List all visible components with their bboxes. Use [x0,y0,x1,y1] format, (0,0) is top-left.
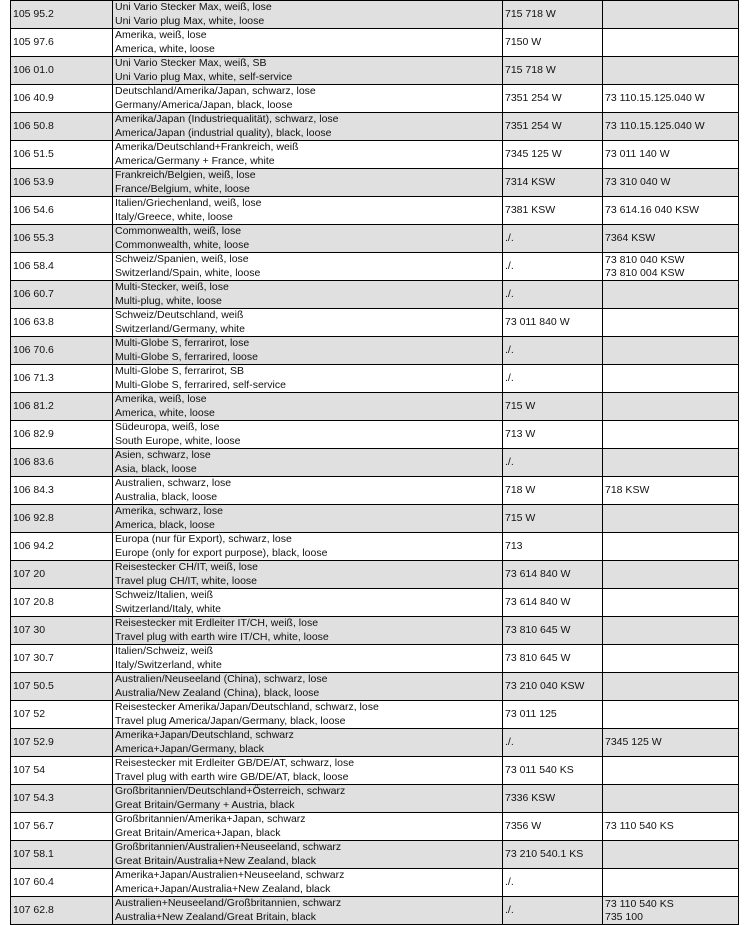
table-row [11,281,739,309]
table-row [11,589,739,617]
table-row [11,85,739,113]
description-cell [113,337,503,365]
description-cell [113,281,503,309]
description-german: Asien, schwarz, lose [115,449,211,461]
type-code-cell: 73 614 840 W [503,589,603,617]
description-english: Uni Vario plug Max, white, self-service [115,70,293,83]
table-row [11,505,739,533]
alternate-code-cell [603,169,739,197]
type-code-cell: 718 W [503,477,603,505]
description-english: Multi-Globe S, ferrarired, self-service [115,378,286,391]
description-english: Multi-Globe S, ferrarired, loose [115,350,258,363]
table-row [11,421,739,449]
description-english: Great Britain/Australia+New Zealand, black [115,854,317,867]
article-number-cell: 106 70.6 [11,337,113,365]
description-german: Commonwealth, weiß, lose [115,225,242,237]
description-english: France/Belgium, white, loose [115,182,250,195]
description-german: Schweiz/Italien, weiß [115,589,214,601]
type-code-cell: 715 W [503,505,603,533]
type-code-cell: 73 210 040 KSW [503,673,603,701]
table-row [11,113,739,141]
alternate-code-cell [603,197,739,225]
description-german: Italien/Griechenland, weiß, lose [115,197,262,209]
table-row [11,29,739,57]
article-number-cell: 107 58.1 [11,841,113,869]
description-german: Amerika, weiß, lose [115,393,207,405]
table-row [11,841,739,869]
type-code-cell: 715 W [503,393,603,421]
type-code-cell: ./. [503,729,603,757]
alternate-code: 735 100 [605,910,643,923]
description-german: Uni Vario Stecker Max, weiß, lose [115,1,272,13]
article-number-cell: 106 82.9 [11,421,113,449]
type-code-cell: 73 810 645 W [503,617,603,645]
alternate-code-cell [603,505,739,533]
alternate-code-cell [603,393,739,421]
article-number-cell: 106 60.7 [11,281,113,309]
description-english: Switzerland/Germany, white [115,322,245,335]
description-german: Reisestecker mit Erdleiter IT/CH, weiß, lose [115,617,319,629]
description-cell [113,365,503,393]
description-german: Amerika, schwarz, lose [115,505,223,517]
alternate-code: 73 110.15.125.040 W [605,120,705,132]
table-row [11,729,739,757]
description-german: Südeuropa, weiß, lose [115,421,220,433]
alternate-code-cell [603,813,739,841]
alternate-code-cell [603,757,739,785]
alternate-code-cell [603,533,739,561]
description-cell [113,309,503,337]
description-english: Travel plug CH/IT, white, loose [115,574,258,587]
alternate-code-cell [603,141,739,169]
alternate-code: 73 011 140 W [605,148,670,160]
type-code-cell: 7150 W [503,29,603,57]
type-code-cell: 7314 KSW [503,169,603,197]
type-code-cell: 7336 KSW [503,785,603,813]
alternate-code-cell [603,253,739,281]
article-number-cell: 106 81.2 [11,393,113,421]
type-code-cell: 7345 125 W [503,141,603,169]
description-english: Switzerland/Italy, white [115,602,222,615]
alternate-code-cell [603,225,739,253]
alternate-code-cell [603,85,739,113]
description-cell [113,57,503,85]
description-german: Multi-Globe S, ferrarirot, lose [115,337,250,349]
alternate-code: 7345 125 W [605,736,662,748]
alternate-code-cell [603,1,739,29]
type-code-cell: ./. [503,869,603,897]
alternate-code-cell [603,337,739,365]
type-code-cell: ./. [503,337,603,365]
article-number-cell: 106 53.9 [11,169,113,197]
description-cell [113,449,503,477]
description-german: Australien, schwarz, lose [115,477,232,489]
description-cell [113,813,503,841]
description-english: America/Germany + France, white [115,154,275,167]
alternate-code-cell [603,281,739,309]
description-cell [113,757,503,785]
table-row [11,617,739,645]
table-row [11,141,739,169]
description-english: Switzerland/Spain, white, loose [115,266,261,279]
description-german: Amerika+Japan/Deutschland, schwarz [115,729,294,741]
description-german: Australien/Neuseeland (China), schwarz, lose [115,673,328,685]
table-row [11,477,739,505]
type-code-cell: 713 [503,533,603,561]
article-number-cell: 107 30.7 [11,645,113,673]
alternate-code-cell [603,449,739,477]
article-number-cell: 106 51.5 [11,141,113,169]
type-code-cell: ./. [503,897,603,925]
alternate-code-cell [603,617,739,645]
article-table-body [11,1,739,925]
article-number-cell: 107 52.9 [11,729,113,757]
alternate-code-cell [603,841,739,869]
description-cell [113,29,503,57]
description-german: Großbritannien/Amerika+Japan, schwarz [115,813,306,825]
description-cell [113,673,503,701]
article-number-cell: 106 63.8 [11,309,113,337]
type-code-cell: 715 718 W [503,57,603,85]
alternate-code-cell [603,309,739,337]
description-english: America, white, loose [115,406,215,419]
table-row [11,813,739,841]
alternate-code-cell [603,869,739,897]
alternate-code-cell [603,113,739,141]
article-number-cell: 106 71.3 [11,365,113,393]
description-cell [113,617,503,645]
table-row [11,57,739,85]
table-row [11,197,739,225]
alternate-code-cell [603,477,739,505]
article-number-cell: 107 30 [11,617,113,645]
article-number-cell: 105 95.2 [11,1,113,29]
article-number-cell: 107 20.8 [11,589,113,617]
article-number-cell: 106 94.2 [11,533,113,561]
description-english: Australia/New Zealand (China), black, loose [115,686,320,699]
alternate-code: 7364 KSW [605,232,656,244]
type-code-cell: 7351 254 W [503,113,603,141]
description-cell [113,505,503,533]
table-row [11,225,739,253]
table-row [11,785,739,813]
description-english: Europe (only for export purpose), black, loose [115,546,328,559]
alternate-code-cell [603,897,739,925]
article-table [10,0,739,925]
alternate-code: 73 110.15.125.040 W [605,92,705,104]
article-number-cell: 106 01.0 [11,57,113,85]
article-number-cell: 107 52 [11,701,113,729]
article-number-cell: 106 40.9 [11,85,113,113]
alternate-code: 73 110 540 KS [605,897,674,910]
description-german: Großbritannien/Deutschland+Österreich, schwarz [115,785,346,797]
description-cell [113,141,503,169]
article-number-cell: 107 20 [11,561,113,589]
type-code-cell: 73 210 540.1 KS [503,841,603,869]
description-cell [113,1,503,29]
article-number-cell: 106 83.6 [11,449,113,477]
article-number-cell: 106 50.8 [11,113,113,141]
type-code-cell: 73 011 840 W [503,309,603,337]
alternate-code-cell [603,701,739,729]
description-english: Australia, black, loose [115,490,218,503]
description-german: Europa (nur für Export), schwarz, lose [115,533,292,545]
type-code-cell: 713 W [503,421,603,449]
description-german: Italien/Schweiz, weiß [115,645,214,657]
article-number-cell: 106 58.4 [11,253,113,281]
description-cell [113,421,503,449]
description-cell [113,561,503,589]
type-code-cell: 7356 W [503,813,603,841]
table-row [11,561,739,589]
alternate-code-cell [603,561,739,589]
description-cell [113,729,503,757]
article-number-cell: 107 54 [11,757,113,785]
alternate-code-cell [603,365,739,393]
table-row [11,533,739,561]
article-number-cell: 106 84.3 [11,477,113,505]
alternate-code: 73 614.16 040 KSW [605,204,699,216]
alternate-code-cell [603,29,739,57]
type-code-cell: 73 011 125 [503,701,603,729]
alternate-code: 73 310 040 W [605,176,671,188]
description-german: Amerika+Japan/Australien+Neuseeland, schwarz [115,869,345,881]
description-english: America/Japan (industrial quality), black, loose [115,126,332,139]
description-cell [113,785,503,813]
description-english: Great Britain/Germany + Austria, black [115,798,295,811]
description-english: Australia+New Zealand/Great Britain, black [115,910,317,923]
description-english: Italy/Switzerland, white [115,658,222,671]
table-row [11,897,739,925]
description-german: Australien+Neuseeland/Großbritannien, schwarz [115,897,342,909]
table-row [11,169,739,197]
description-german: Amerika/Japan (Industriequalität), schwarz, lose [115,113,339,125]
type-code-cell: 715 718 W [503,1,603,29]
alternate-code-cell [603,421,739,449]
type-code-cell: 7381 KSW [503,197,603,225]
article-number-cell: 107 54.3 [11,785,113,813]
table-row [11,393,739,421]
table-row [11,337,739,365]
description-german: Frankreich/Belgien, weiß, lose [115,169,256,181]
alternate-code-cell [603,785,739,813]
description-cell [113,113,503,141]
article-number-cell: 107 50.5 [11,673,113,701]
description-german: Reisestecker CH/IT, weiß, lose [115,561,258,573]
description-cell [113,477,503,505]
alternate-code: 73 810 004 KSW [605,266,685,279]
description-cell [113,197,503,225]
table-row [11,673,739,701]
table-row [11,253,739,281]
article-number-cell: 106 54.6 [11,197,113,225]
article-number-cell: 107 56.7 [11,813,113,841]
description-german: Multi-Globe S, ferrarirot, SB [115,365,244,377]
description-cell [113,225,503,253]
type-code-cell: ./. [503,225,603,253]
description-german: Schweiz/Deutschland, weiß [115,309,244,321]
description-english: America, black, loose [115,518,215,531]
description-english: Travel plug with earth wire IT/CH, white, loose [115,630,329,643]
description-german: Großbritannien/Australien+Neuseeland, schwarz [115,841,342,853]
article-number-cell: 105 97.6 [11,29,113,57]
description-english: Asia, black, loose [115,462,197,475]
type-code-cell: ./. [503,365,603,393]
description-english: America+Japan/Germany, black [115,742,264,755]
description-cell [113,85,503,113]
description-english: America+Japan/Australia+New Zealand, black [115,882,331,895]
alternate-code: 718 KSW [605,484,650,496]
alternate-code-cell [603,729,739,757]
description-english: Italy/Greece, white, loose [115,210,233,223]
alternate-code-cell [603,645,739,673]
article-number-cell: 107 62.8 [11,897,113,925]
table-row [11,449,739,477]
description-german: Amerika/Deutschland+Frankreich, weiß [115,141,299,153]
description-english: South Europe, white, loose [115,434,241,447]
description-cell [113,169,503,197]
type-code-cell: 73 614 840 W [503,561,603,589]
description-cell [113,533,503,561]
alternate-code: 73 810 040 KSW [605,253,685,266]
description-german: Reisestecker Amerika/Japan/Deutschland, schwarz, lose [115,701,379,713]
description-english: Travel plug with earth wire GB/DE/AT, black, loose [115,770,349,783]
description-cell [113,253,503,281]
table-row [11,645,739,673]
table-row [11,869,739,897]
description-english: Germany/America/Japan, black, loose [115,98,293,111]
description-cell [113,841,503,869]
type-code-cell: ./. [503,253,603,281]
alternate-code-cell [603,673,739,701]
description-english: Great Britain/America+Japan, black [115,826,281,839]
type-code-cell: 73 810 645 W [503,645,603,673]
description-english: Multi-plug, white, loose [115,294,222,307]
description-german: Uni Vario Stecker Max, weiß, SB [115,57,267,69]
description-english: Travel plug America/Japan/Germany, black, loose [115,714,346,727]
type-code-cell: ./. [503,281,603,309]
description-cell [113,701,503,729]
description-german: Deutschland/Amerika/Japan, schwarz, lose [115,85,316,97]
alternate-code-cell [603,589,739,617]
table-row [11,701,739,729]
description-cell [113,645,503,673]
description-german: Amerika, weiß, lose [115,29,207,41]
article-number-cell: 107 60.4 [11,869,113,897]
description-english: Commonwealth, white, loose [115,238,250,251]
alternate-code-cell [603,57,739,85]
alternate-code: 73 110 540 KS [605,820,674,832]
type-code-cell: 7351 254 W [503,85,603,113]
table-row [11,757,739,785]
description-cell [113,589,503,617]
description-cell [113,897,503,925]
type-code-cell: ./. [503,449,603,477]
description-german: Multi-Stecker, weiß, lose [115,281,229,293]
description-german: Reisestecker mit Erdleiter GB/DE/AT, schwarz, lose [115,757,355,769]
table-row [11,309,739,337]
description-german: Schweiz/Spanien, weiß, lose [115,253,249,265]
type-code-cell: 73 011 540 KS [503,757,603,785]
article-number-cell: 106 92.8 [11,505,113,533]
article-number-cell: 106 55.3 [11,225,113,253]
description-english: Uni Vario plug Max, white, loose [115,14,265,27]
description-english: America, white, loose [115,42,215,55]
table-row [11,1,739,29]
table-row [11,365,739,393]
description-cell [113,393,503,421]
description-cell [113,869,503,897]
